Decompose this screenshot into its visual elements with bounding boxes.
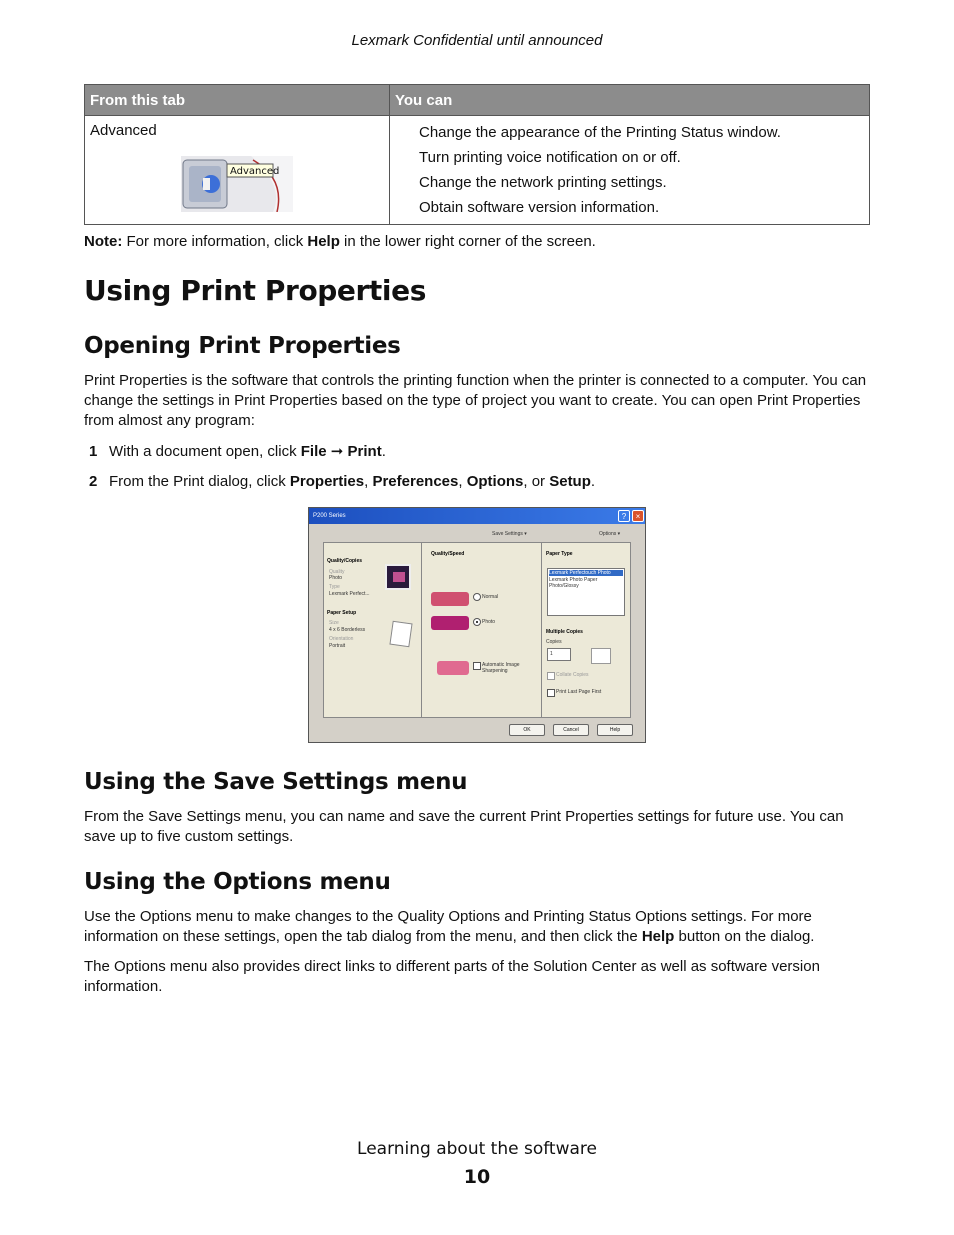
photo-label: Photo	[482, 619, 496, 625]
divider	[541, 542, 542, 718]
sharpening-icon	[437, 661, 469, 675]
step-1	[89, 442, 386, 460]
sharpening-label: Automatic Image Sharpening	[482, 662, 520, 674]
advanced-icon-label: Advanced	[230, 166, 280, 177]
dialog-title: P200 Series	[313, 513, 346, 519]
qc-item: Lexmark Perfect...	[329, 591, 370, 597]
options-heading: Using the Options menu	[84, 869, 391, 895]
divider	[421, 542, 422, 718]
photo-preview-icon	[385, 564, 411, 590]
paper-icon	[389, 621, 412, 648]
options-bold-help: Help	[641, 928, 675, 945]
options-menu: Options ▾	[599, 531, 621, 537]
table-header-from-tab: From this tab	[85, 85, 390, 116]
note-text-1: For more information, click	[122, 233, 308, 250]
arrow-icon: ➞	[326, 443, 348, 460]
step-bold-preferences: Preferences	[372, 473, 459, 490]
step-sep: ,	[364, 473, 373, 490]
list-item: Change the network printing settings.	[419, 174, 667, 191]
step-sep: ,	[458, 473, 467, 490]
tab-name: Advanced	[90, 122, 157, 139]
sharpening-checkbox[interactable]	[473, 662, 481, 670]
help-button[interactable]: Help	[597, 724, 633, 736]
quality-copies-heading: Quality/Copies	[327, 558, 363, 564]
ok-button[interactable]: OK	[509, 724, 545, 736]
save-settings-paragraph: From the Save Settings menu, you can name and save the current Print Properties settings for future use. You can save up to five custom settings.	[84, 808, 844, 845]
ps-item: 4 x 6 Borderless	[329, 627, 366, 633]
copies-label: Copies	[546, 639, 562, 645]
step-number: 2	[89, 473, 98, 490]
qc-item: Photo	[329, 575, 343, 581]
print-last-label: Print Last Page First	[556, 689, 602, 695]
paper-type-list[interactable]	[547, 568, 625, 616]
help-icon: ?	[618, 510, 630, 522]
options-text-2: button on the dialog.	[674, 928, 815, 945]
note-text-2: in the lower right corner of the screen.	[339, 233, 596, 250]
options-paragraph-2: The Options menu also provides direct links to different parts of the Solution Center as well as software version information.	[84, 958, 820, 995]
ps-item: Size	[329, 620, 339, 626]
opening-heading: Opening Print Properties	[84, 333, 401, 359]
normal-radio[interactable]	[473, 593, 481, 601]
collate-label: Collate Copies	[556, 672, 589, 678]
list-item[interactable]: Lexmark Photo Paper	[549, 577, 598, 583]
cancel-button[interactable]: Cancel	[553, 724, 589, 736]
advanced-tab-icon	[181, 156, 293, 212]
ps-item: Portrait	[329, 643, 346, 649]
print-properties-screenshot	[308, 507, 646, 743]
step-number: 1	[89, 443, 98, 460]
normal-quality-icon	[431, 592, 469, 606]
step-bold-properties: Properties	[289, 473, 365, 490]
save-settings-menu: Save Settings ▾	[492, 531, 527, 537]
quality-speed-heading: Quality/Speed	[431, 551, 465, 557]
step-end: .	[590, 473, 596, 490]
list-item[interactable]: Photo/Glossy	[549, 583, 579, 589]
paper-type-heading: Paper Type	[546, 551, 573, 557]
step-sep: , or	[523, 473, 550, 490]
qc-item: Quality	[329, 569, 345, 575]
list-item[interactable]: Lexmark Perfectouch Photo	[549, 570, 623, 576]
step-bold-setup: Setup	[549, 473, 591, 490]
copies-value: 1	[550, 651, 553, 657]
list-item: Turn printing voice notification on or off.	[419, 149, 681, 166]
dialog-titlebar	[309, 508, 645, 524]
options-text-1: Use the Options menu to make changes to the Quality Options and Printing Status Options settings. For more information on these settings, open the tab dialog from the menu, and then click the	[84, 908, 812, 945]
options-paragraph-1	[84, 907, 874, 947]
list-item: Obtain software version information.	[419, 199, 660, 216]
table-header-you-can: You can	[390, 85, 870, 116]
ps-item: Orientation	[329, 636, 354, 642]
step-2	[89, 473, 595, 490]
page-number: 10	[463, 1166, 491, 1188]
copies-pages-icon	[591, 648, 611, 664]
save-settings-heading: Using the Save Settings menu	[84, 769, 468, 795]
copies-stepper[interactable]	[547, 648, 571, 661]
normal-label: Normal	[482, 594, 499, 600]
print-last-checkbox[interactable]	[547, 689, 555, 697]
opening-paragraph: Print Properties is the software that controls the printing function when the printer is connected to a computer. You can change the settings in Print Properties based on the type of project you want to create. You can open Print Properties from almost any program:	[84, 372, 867, 429]
step-bold-file: File	[300, 443, 327, 460]
paper-setup-heading: Paper Setup	[327, 610, 357, 616]
close-icon: ×	[632, 510, 644, 522]
note-label: Note:	[84, 233, 123, 250]
collate-checkbox[interactable]	[547, 672, 555, 680]
note-bold-help: Help	[307, 233, 340, 250]
step-bold-print: Print	[347, 443, 382, 460]
section-title: Using Print Properties	[84, 274, 426, 307]
note-paragraph	[84, 233, 596, 250]
list-item: Change the appearance of the Printing Status window.	[419, 124, 781, 141]
confidential-header: Lexmark Confidential until announced	[351, 32, 603, 49]
table-row	[85, 116, 870, 225]
step-bold-options: Options	[466, 473, 524, 490]
step-text: With a document open, click	[109, 443, 301, 460]
qc-item: Type	[329, 584, 340, 590]
step-end: .	[381, 443, 386, 460]
tab-table	[84, 84, 870, 225]
footer-section-title: Learning about the software	[357, 1139, 597, 1159]
tab-actions-list	[390, 116, 869, 224]
multiple-copies-heading: Multiple Copies	[546, 629, 583, 635]
step-text: From the Print dialog, click	[109, 473, 290, 490]
photo-quality-icon	[431, 616, 469, 630]
photo-radio[interactable]	[473, 618, 481, 626]
